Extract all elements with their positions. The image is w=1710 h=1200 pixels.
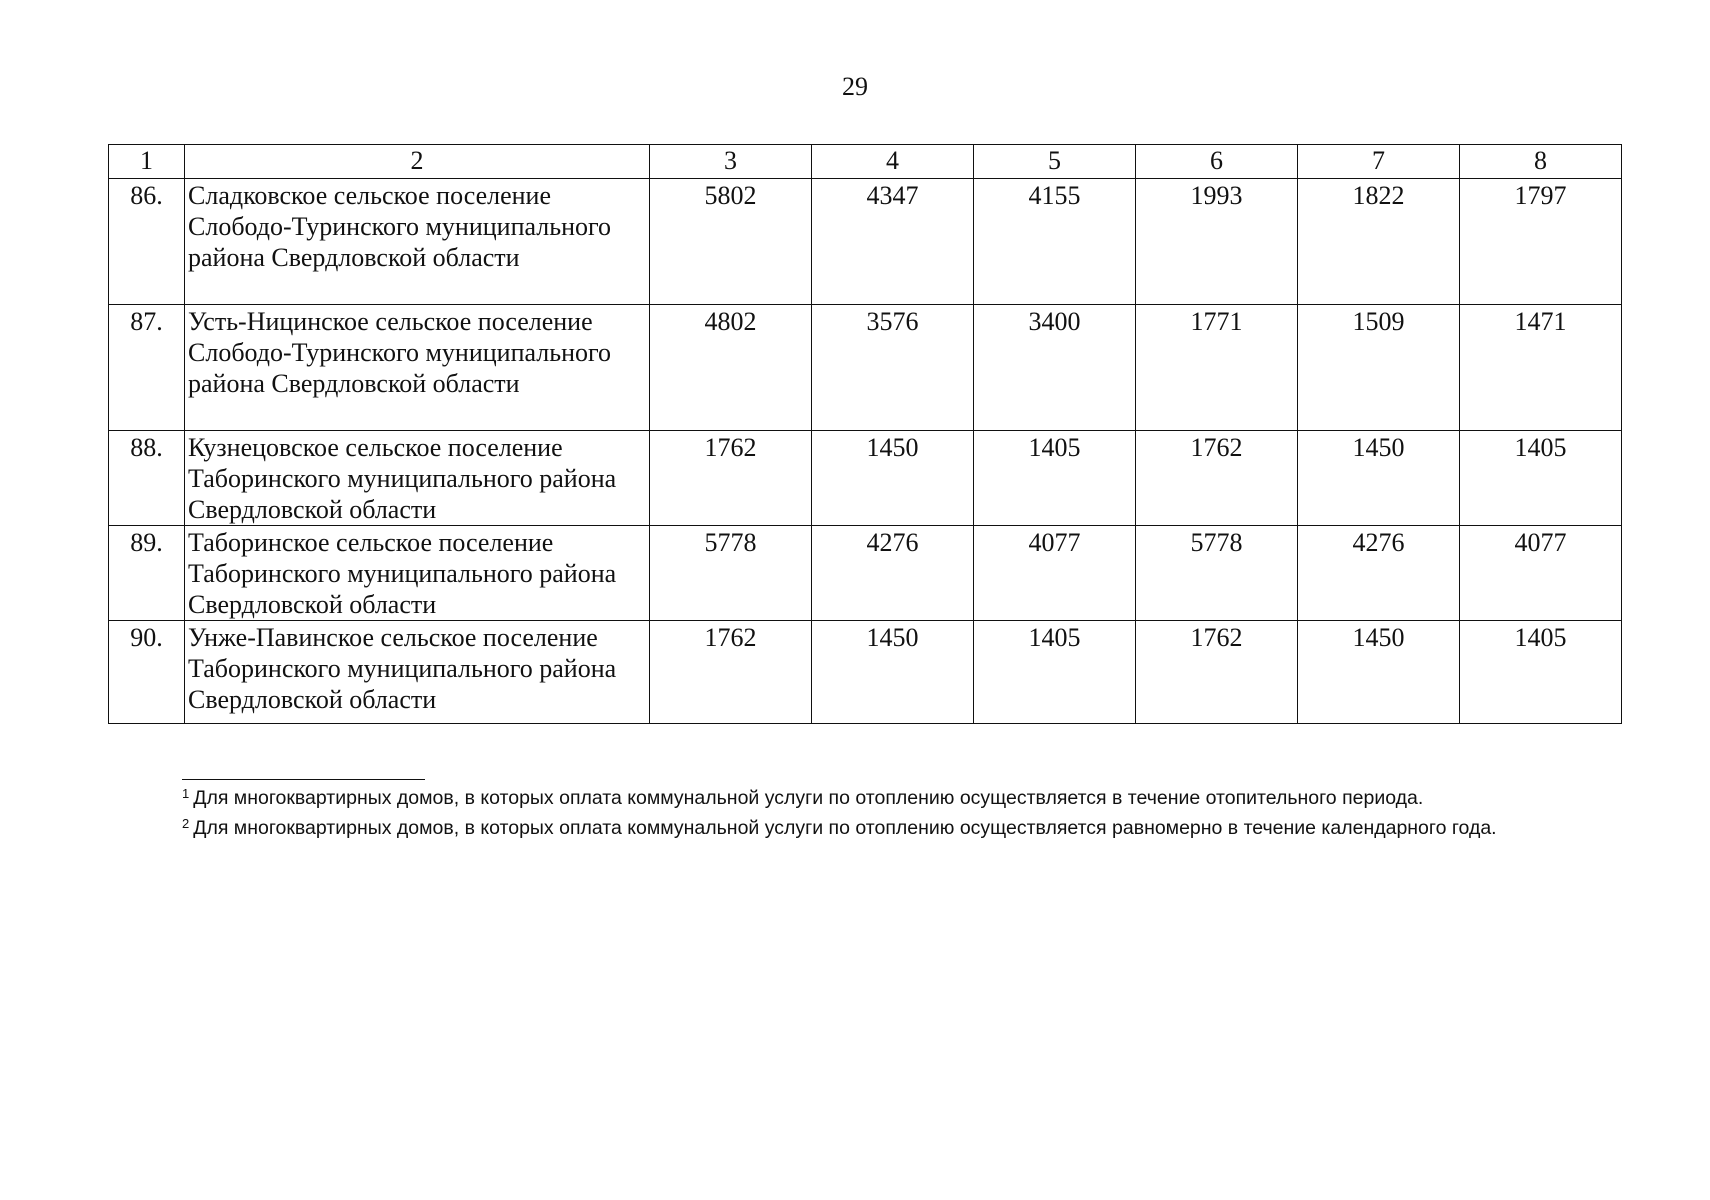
table-row [109, 431, 1622, 526]
value-cell: 4155 [974, 179, 1136, 305]
value-cell: 3576 [812, 305, 974, 431]
value-cell: 1405 [974, 431, 1136, 526]
value-cell: 4276 [1298, 526, 1460, 621]
column-header-7: 7 [1298, 145, 1460, 179]
value-cell: 1762 [650, 621, 812, 724]
value-cell: 1762 [1136, 621, 1298, 724]
column-header-8: 8 [1460, 145, 1622, 179]
value-cell: 4077 [974, 526, 1136, 621]
value-cell: 3400 [974, 305, 1136, 431]
value-cell: 1471 [1460, 305, 1622, 431]
footnote-divider [182, 779, 425, 780]
value-cell: 4802 [650, 305, 812, 431]
table-row [109, 621, 1622, 724]
row-number: 86. [109, 179, 185, 305]
footnote-mark: 1 [182, 786, 190, 801]
footnote-text: Для многоквартирных домов, в которых оплата коммунальной услуги по отоплению осуществляется равномерно в течение календарного года. [193, 817, 1497, 839]
value-cell: 1762 [1136, 431, 1298, 526]
table-header-row [109, 145, 1622, 179]
value-cell: 1771 [1136, 305, 1298, 431]
value-cell: 4347 [812, 179, 974, 305]
row-number: 88. [109, 431, 185, 526]
value-cell: 1797 [1460, 179, 1622, 305]
page-number: 29 [842, 72, 868, 101]
column-header-4: 4 [812, 145, 974, 179]
settlement-name: Таборинское сельское поселение Таборинского муниципального района Свердловской области [185, 526, 650, 621]
value-cell: 1450 [1298, 621, 1460, 724]
row-number: 89. [109, 526, 185, 621]
settlement-name: Унже-Павинское сельское поселение Таборинского муниципального района Свердловской области [185, 621, 650, 724]
value-cell: 4077 [1460, 526, 1622, 621]
footnotes [110, 783, 1604, 843]
column-header-5: 5 [974, 145, 1136, 179]
value-cell: 1450 [812, 431, 974, 526]
table-row [109, 526, 1622, 621]
table-row [109, 305, 1622, 431]
column-header-3: 3 [650, 145, 812, 179]
value-cell: 1993 [1136, 179, 1298, 305]
value-cell: 5802 [650, 179, 812, 305]
value-cell: 5778 [650, 526, 812, 621]
value-cell: 1822 [1298, 179, 1460, 305]
column-header-6: 6 [1136, 145, 1298, 179]
settlement-name: Усть-Ницинское сельское поселение Слободо-Туринского муниципального района Свердловской области [185, 305, 650, 431]
value-cell: 1405 [1460, 431, 1622, 526]
value-cell: 1450 [1298, 431, 1460, 526]
column-header-2: 2 [185, 145, 650, 179]
footnote-mark: 2 [182, 816, 190, 831]
value-cell: 1509 [1298, 305, 1460, 431]
row-number: 90. [109, 621, 185, 724]
footnote-text: Для многоквартирных домов, в которых оплата коммунальной услуги по отоплению осуществляется в течение отопительного периода. [193, 787, 1424, 809]
value-cell: 1405 [974, 621, 1136, 724]
table-row [109, 179, 1622, 305]
settlement-name: Сладковское сельское поселение Слободо-Туринского муниципального района Свердловской области [185, 179, 650, 305]
row-number: 87. [109, 305, 185, 431]
footnote-2 [110, 813, 1604, 843]
value-cell: 1762 [650, 431, 812, 526]
value-cell: 1450 [812, 621, 974, 724]
footnote-1 [110, 783, 1604, 813]
value-cell: 5778 [1136, 526, 1298, 621]
tariff-table [108, 144, 1622, 724]
settlement-name: Кузнецовское сельское поселение Таборинского муниципального района Свердловской области [185, 431, 650, 526]
value-cell: 1405 [1460, 621, 1622, 724]
column-header-1: 1 [109, 145, 185, 179]
value-cell: 4276 [812, 526, 974, 621]
